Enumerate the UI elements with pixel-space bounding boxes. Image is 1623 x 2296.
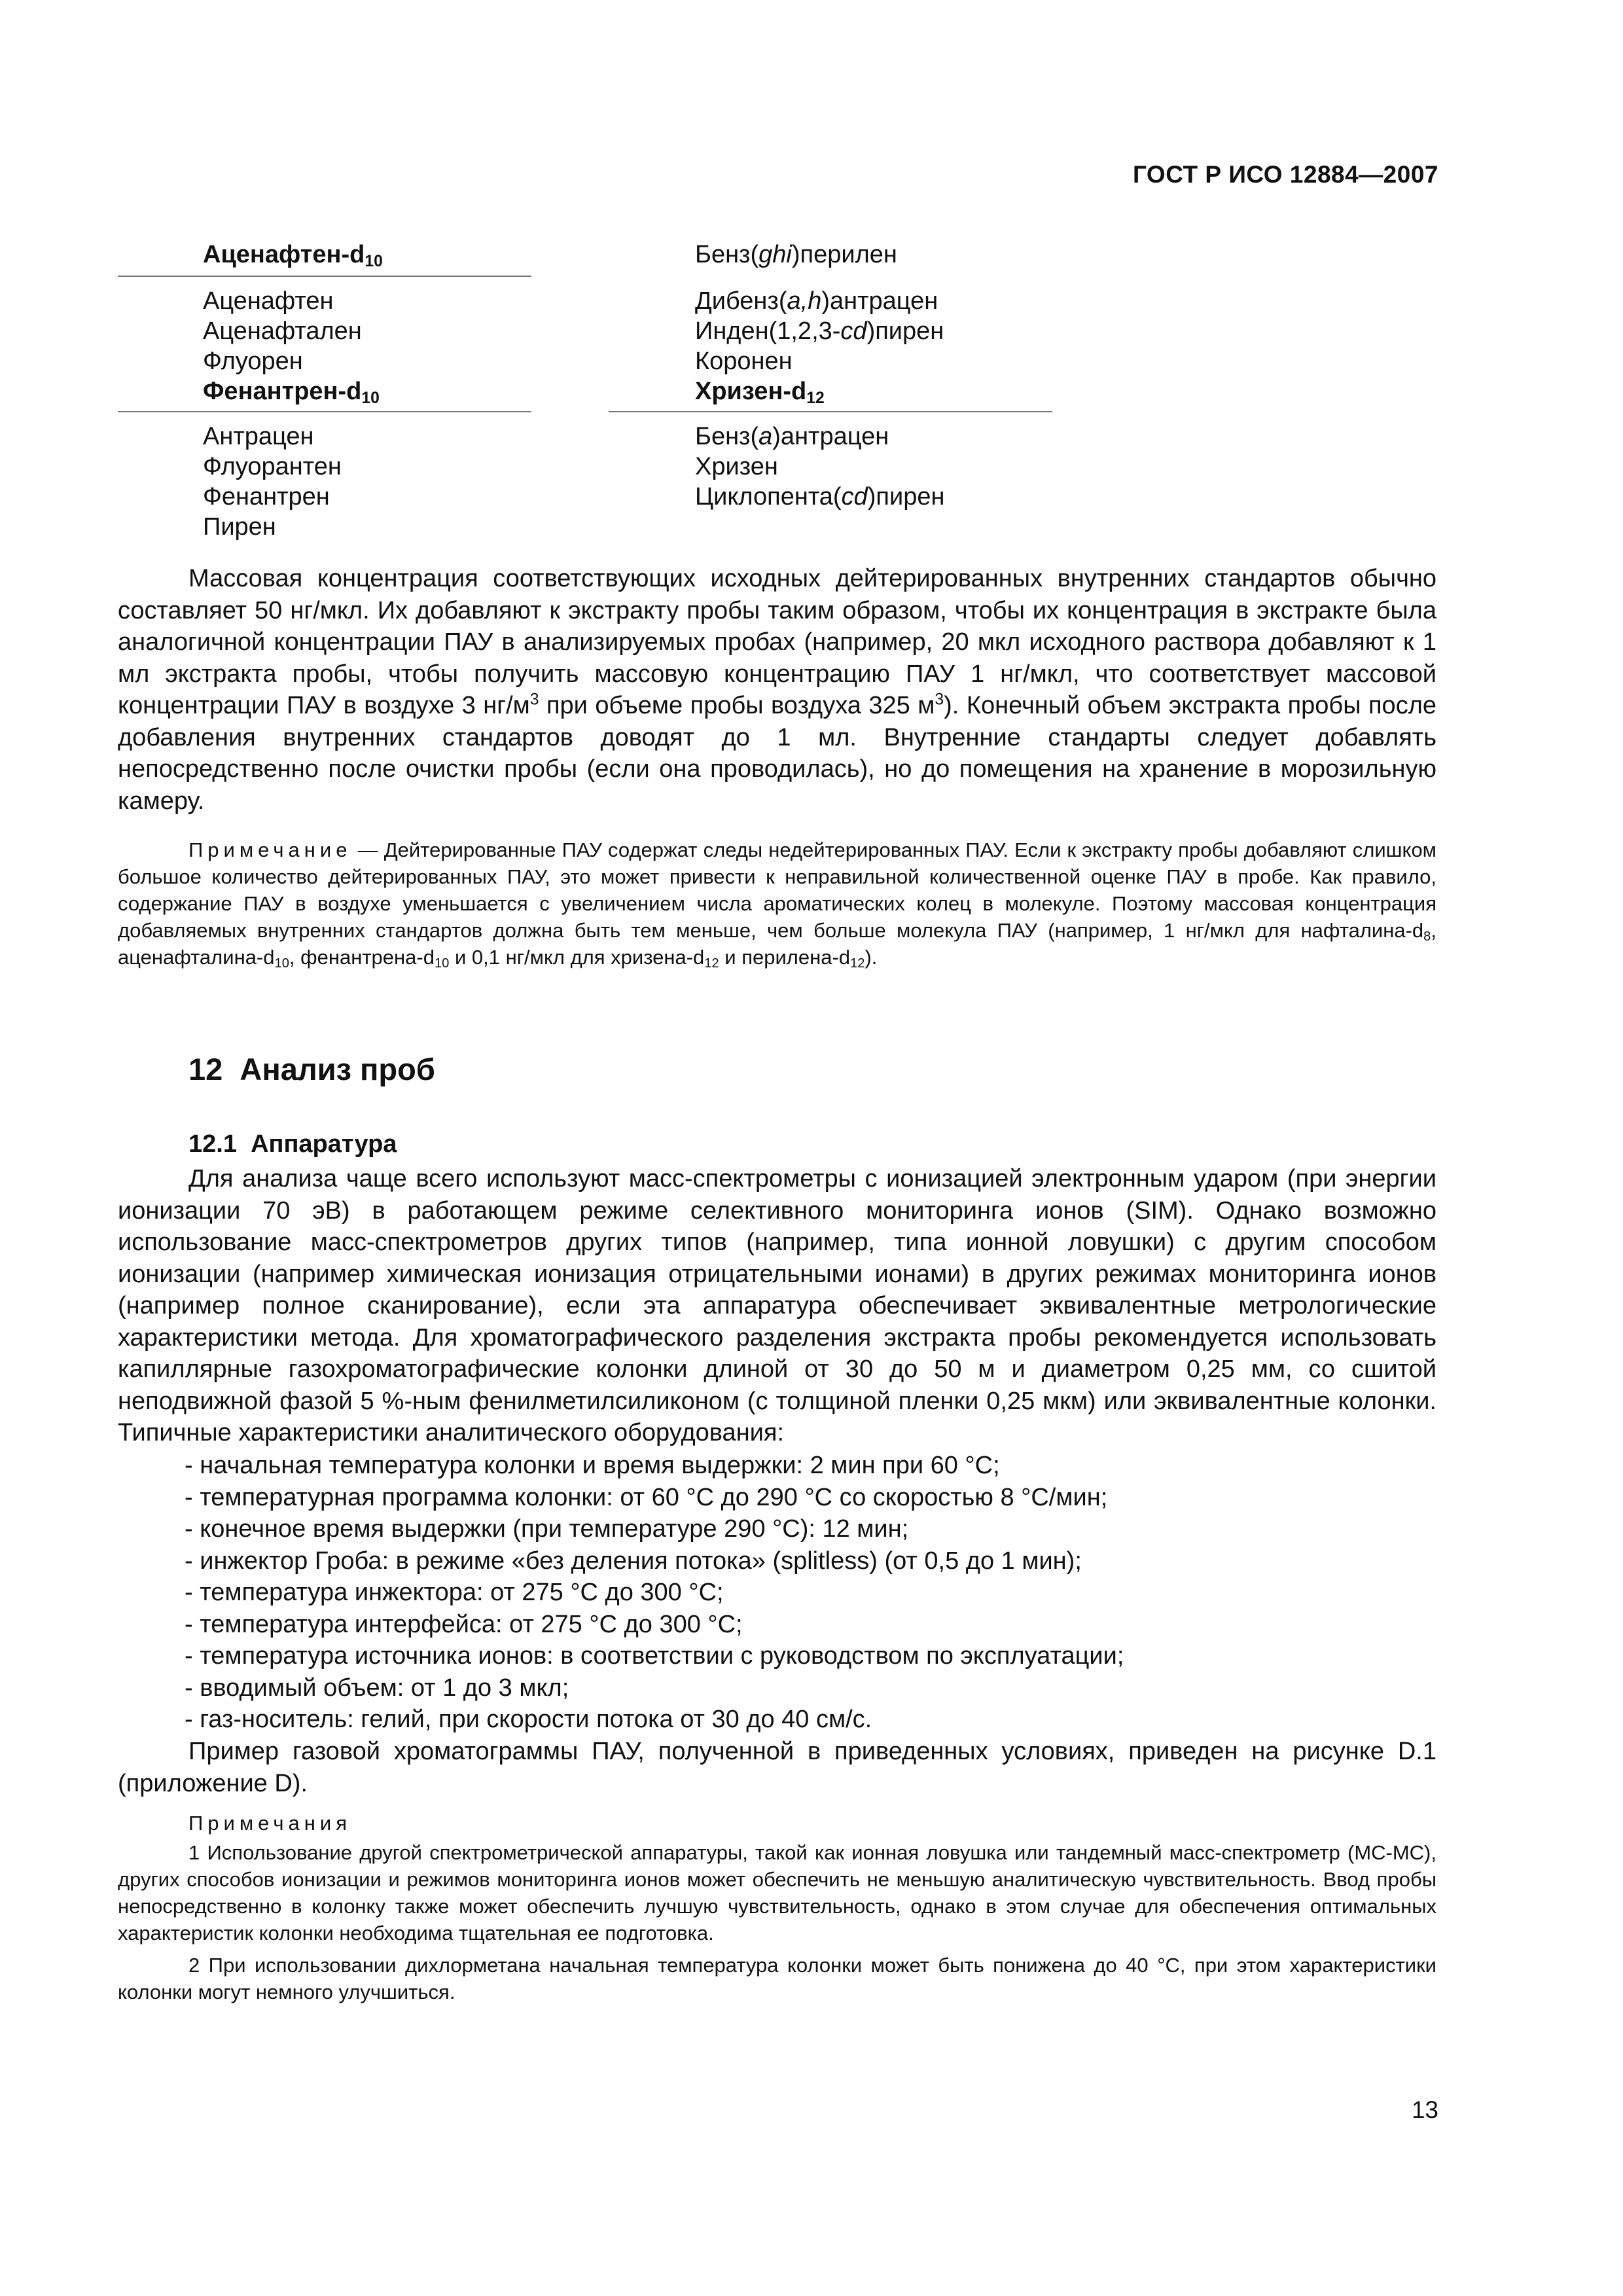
section-heading: 12 Анализ проб — [188, 1052, 435, 1086]
list-item: - температурная программа колонки: от 60 °С до 290 °С со скоростью 8 °С/мин; — [185, 1483, 1108, 1511]
table-list-left-1 — [203, 286, 380, 406]
paragraph-chromatogram-ref: Пример газовой хроматограммы ПАУ, полученной в приведенных условиях, приведен на рисунке D.1 (приложение D). — [118, 1738, 1436, 1797]
list-item: Циклопента(cd)пирен — [695, 483, 945, 511]
list-item: Инден(1,2,3-cd)пирен — [695, 317, 944, 345]
list-item: Коронен — [695, 348, 793, 375]
list-item: Фенантрен — [203, 483, 330, 511]
paragraph-apparatus: Для анализа чаще всего используют масс-спектрометры с ионизацией электронным ударом (при энергии ионизации 70 эВ) в работающем режиме селективного мониторинга ионов (SIM). Однако возможно использование масс-спектрометров других типов (например, типа ионной ловушки) с другим способом ионизации (например химическая ионизация отрицательными ионами) в других режимах мониторинга ионов (например полное сканирование), если эта аппаратура обеспечивает эквивалентные метрологические характеристики метода. Для хроматографического разделения экстракта пробы рекомендуется использовать капиллярные газохроматографические колонки длиной от 30 до 50 м и диаметром 0,25 мм, со сшитой неподвижной фазой 5 %-ным фенилметилсиликоном (с толщиной пленки 0,25 мкм) или эквивалентные колонки. Типичные характеристики аналитического оборудования: — [118, 1165, 1436, 1446]
list-item: - вводимый объем: от 1 до 3 мкл; — [185, 1674, 569, 1702]
table-list-right-3 — [695, 422, 944, 512]
list-item: - температура инжектора: от 275 °С до 300 °С; — [185, 1579, 724, 1606]
notes-label: Примечания — [188, 1812, 351, 1835]
table-list-right-2 — [695, 286, 944, 406]
list-item: Бенз(ghi)перилен — [695, 241, 897, 268]
table-group-head-right: Хризен-$d_{12}$ — [695, 378, 825, 408]
list-item: Флуорен — [203, 348, 303, 375]
list-item: - инжектор Гроба: в режиме «без деления потока» (splitless) (от 0,5 до 1 мин); — [185, 1547, 1082, 1575]
table-rule — [609, 411, 1052, 412]
table-rule — [118, 276, 531, 277]
list-item: - газ-носитель: гелий, при скорости потока от 30 до 40 см/с. — [185, 1706, 872, 1733]
note-deuterated: Примечание — Дейтерированные ПАУ содержат следы недейтерированных ПАУ. Если к экстракту пробы добавляют слишком большое количество дейтерированных ПАУ, это может привести к неправильной количественной оценке ПАУ в пробе. Как правило, содержание ПАУ в воздухе уменьшается с увеличением числа ароматических колец в молекуле. Поэтому массовая концентрация добавляемых внутренних стандартов должна быть тем меньше, чем больше молекула ПАУ (например, 1 нг/мкл для нафталина-$d_8$, аценафталина-$d_{10}$, фенантрена-$d_{10}$ и 0,1 нг/мкл для хризена-$d_{12}$ и перилена-$d_{12}$). — [118, 838, 1436, 971]
note-item-1: 1 Использование другой спектрометрической аппаратуры, такой как ионная ловушка или тандемный масс-спектрометр (МС-МС), других способов ионизации и режимов мониторинга ионов может обеспечить не меньшую аналитическую чувствительность. Ввод пробы непосредственно в колонку также может обеспечить лучшую чувствительность, однако в этом случае для обеспечения оптимальных характеристик колонки необходима тщательная ее подготовка. — [118, 1841, 1436, 1945]
page-number: 13 — [1411, 2096, 1438, 2123]
list-item: - температура источника ионов: в соответствии с руководством по эксплуатации; — [185, 1642, 1124, 1670]
list-item: - температура интерфейса: от 275 °С до 300 °С; — [185, 1610, 743, 1638]
document-header: ГОСТ Р ИСО 12884—2007 — [1132, 161, 1438, 188]
list-item: Дибенз(a,h)антрацен — [695, 287, 938, 315]
table-group-head-left-2: Фенантрен-$d_{10}$ — [203, 378, 380, 408]
list-item: Бенз(a)антрацен — [695, 423, 889, 450]
list-item: Флуорантен — [203, 453, 342, 480]
list-item: - начальная температура колонки и время выдержки: 2 мин при 60 °С; — [185, 1452, 1000, 1479]
list-item: Аценафтален — [203, 317, 362, 345]
list-item: Пирен — [203, 513, 276, 541]
equipment-parameters-list — [185, 1450, 1124, 1736]
list-item: - конечное время выдержки (при температуре 290 °С): 12 мин; — [185, 1515, 909, 1543]
table-rule — [118, 411, 531, 412]
table-list-left-2 — [203, 422, 342, 542]
list-item: Аценафтен — [203, 287, 334, 315]
note-item-2: 2 При использовании дихлорметана начальная температура колонки может быть понижена до 40 °С, при этом характеристики колонки могут немного улучшиться. — [118, 1954, 1436, 2003]
note-label: Примечание — [188, 838, 352, 861]
table-list-right-1 — [695, 240, 897, 270]
paragraph-internal-standards: Массовая концентрация соответствующих исходных дейтерированных внутренних стандартов обычно составляет 50 нг/мкл. Их добавляют к экстракту пробы таким образом, чтобы их концентрация в экстракте была аналогичной концентрации ПАУ в анализируемых пробах (например, 20 мкл исходного раствора добавляют к 1 мл экстракта пробы, чтобы получить массовую концентрацию ПАУ 1 нг/мкл, что соответствует массовой концентрации ПАУ в воздухе 3 $нг/м^3$ при объеме пробы воздуха 325 $м^3$). Конечный объем экстракта пробы после добавления внутренних стандартов доводят до 1 мл. Внутренние стандарты следует добавлять непосредственно после очистки пробы (если она проводилась), но до помещения на хранение в морозильную камеру. — [118, 565, 1436, 815]
subsection-heading: 12.1 Аппаратура — [188, 1130, 397, 1158]
notes-block — [118, 1810, 1436, 2005]
list-item: Антрацен — [203, 423, 314, 450]
list-item: Хризен — [695, 453, 778, 480]
table-group-head-left: Аценафтен-$d_{10}$ — [203, 241, 383, 271]
